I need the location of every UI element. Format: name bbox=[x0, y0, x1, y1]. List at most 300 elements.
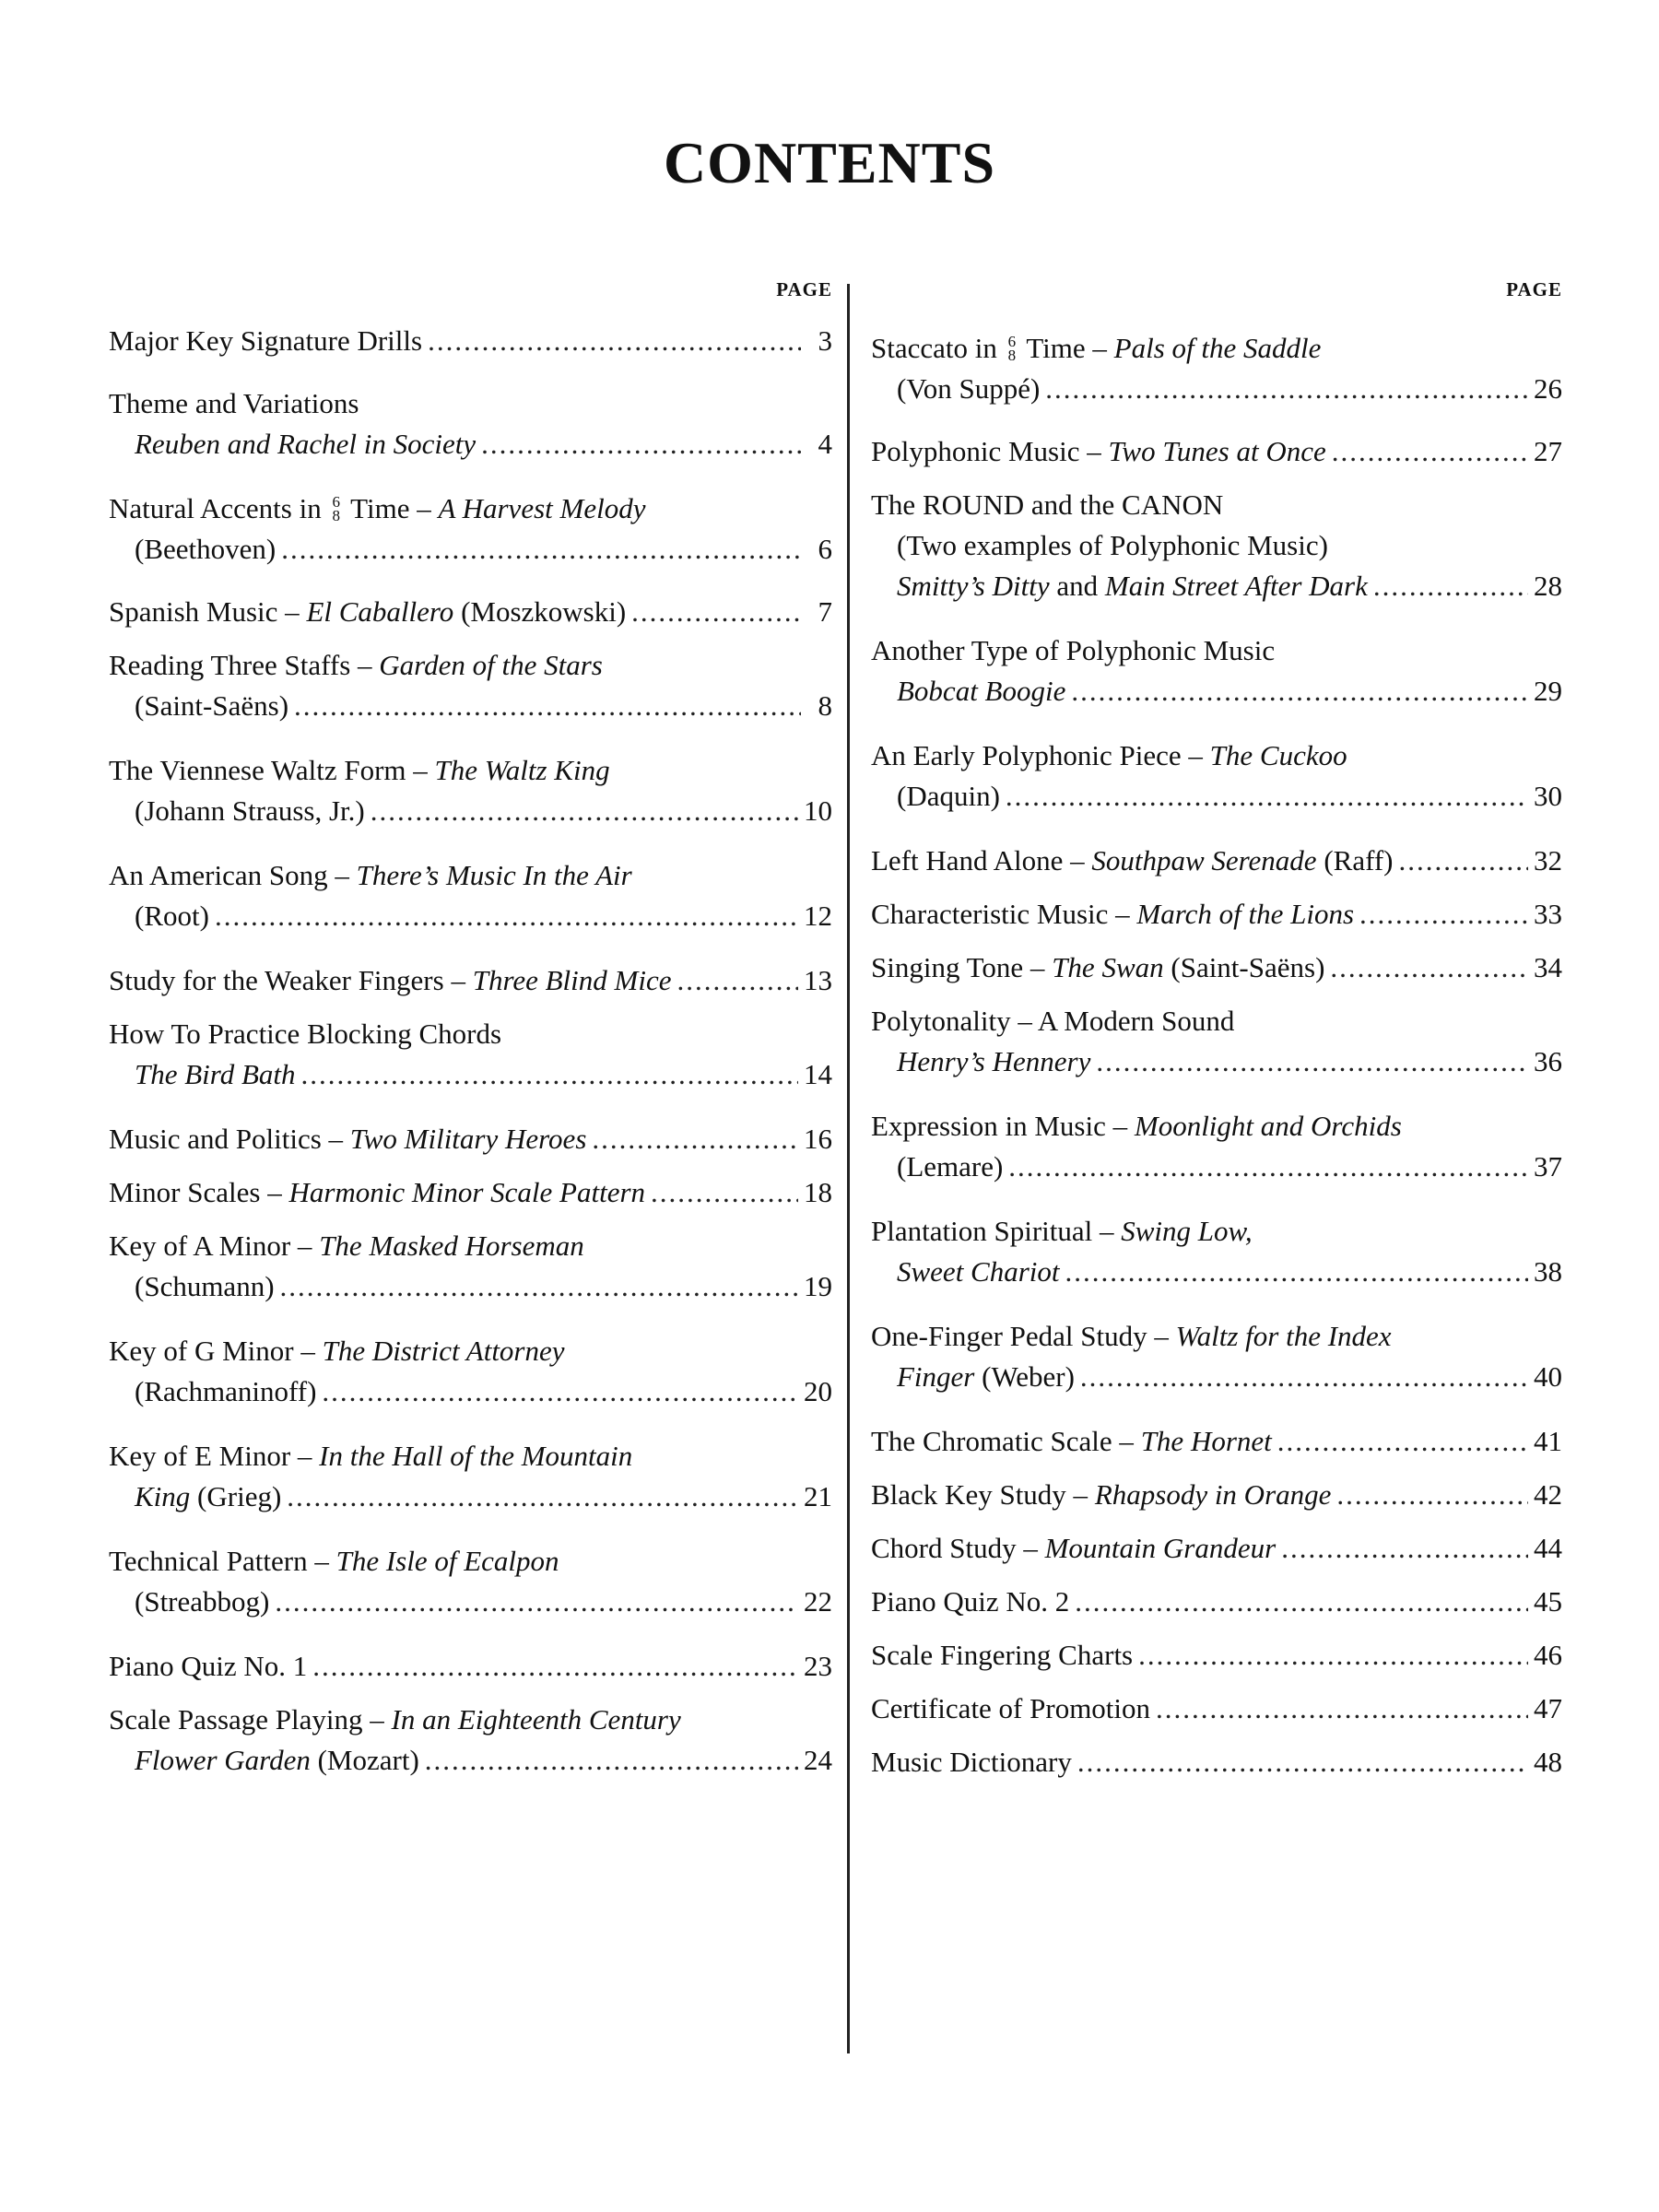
entry-text: (Weber) bbox=[974, 1360, 1075, 1393]
column-divider bbox=[847, 284, 850, 2053]
entry-text: Black Key Study – bbox=[871, 1478, 1095, 1511]
entry-text: Key of E Minor – bbox=[109, 1440, 320, 1472]
toc-line bbox=[871, 1041, 1562, 1082]
entry-text: (Streabbog) bbox=[135, 1585, 270, 1618]
entry-text: Time – bbox=[343, 492, 439, 524]
entry-text: (Schumann) bbox=[135, 1270, 275, 1302]
toc-line bbox=[871, 431, 1562, 472]
toc-line bbox=[109, 960, 832, 1001]
dot-leader bbox=[371, 791, 798, 831]
toc-entry-title bbox=[897, 369, 1040, 409]
page-number: 21 bbox=[804, 1480, 832, 1512]
toc-entry bbox=[109, 645, 832, 726]
piece-title: The Masked Horseman bbox=[319, 1230, 584, 1262]
toc-entry-title bbox=[897, 776, 1000, 817]
dot-leader bbox=[631, 592, 801, 632]
toc-entry-title bbox=[135, 529, 276, 570]
toc-entry-title bbox=[135, 424, 476, 465]
page-number: 23 bbox=[804, 1650, 832, 1682]
toc-line bbox=[871, 369, 1562, 409]
toc-entry-title bbox=[871, 634, 1275, 666]
piece-title: Southpaw Serenade bbox=[1091, 844, 1317, 877]
entry-text: The Viennese Waltz Form – bbox=[109, 754, 435, 786]
entry-text: (Lemare) bbox=[897, 1150, 1004, 1182]
toc-entry bbox=[871, 841, 1562, 881]
toc-entry-title bbox=[871, 1005, 1234, 1037]
entry-text: (Johann Strauss, Jr.) bbox=[135, 794, 365, 827]
page-number: 22 bbox=[804, 1585, 832, 1618]
dot-leader bbox=[275, 1582, 798, 1622]
toc-entry-title bbox=[135, 1054, 296, 1095]
toc-line bbox=[109, 1541, 832, 1582]
piece-title: The Swan bbox=[1052, 951, 1164, 983]
entry-text: Major Key Signature Drills bbox=[109, 324, 423, 357]
toc-entry-title bbox=[871, 332, 1321, 364]
toc-entry-title bbox=[109, 1646, 307, 1687]
toc-entry-title bbox=[109, 1172, 645, 1213]
dot-leader bbox=[1045, 369, 1528, 409]
dot-leader bbox=[294, 686, 801, 726]
toc-line bbox=[109, 1740, 832, 1781]
toc-line bbox=[109, 855, 832, 896]
toc-entry-title bbox=[897, 1147, 1003, 1187]
dot-leader bbox=[280, 1266, 798, 1307]
page-number: 12 bbox=[804, 900, 832, 932]
entry-text: (Beethoven) bbox=[135, 533, 276, 565]
piece-title: March of the Lions bbox=[1136, 898, 1355, 930]
toc-entry-title bbox=[109, 492, 645, 524]
page-number: 7 bbox=[818, 595, 832, 628]
toc-entry-title bbox=[135, 896, 209, 936]
dot-leader bbox=[1071, 671, 1528, 712]
piece-title: In an Eighteenth Century bbox=[391, 1703, 681, 1735]
toc-line bbox=[871, 1475, 1562, 1515]
toc-entry-title bbox=[871, 894, 1354, 935]
dot-leader bbox=[1077, 1742, 1528, 1783]
toc-entry bbox=[109, 488, 832, 570]
dot-leader bbox=[1156, 1688, 1528, 1729]
page-number: 29 bbox=[1534, 675, 1562, 707]
toc-entry-title bbox=[109, 754, 610, 786]
toc-entry bbox=[109, 1331, 832, 1412]
toc-entry-title bbox=[109, 1018, 501, 1050]
entry-text: Certificate of Promotion bbox=[871, 1692, 1151, 1724]
toc-entry-title bbox=[135, 1266, 275, 1307]
toc-entry bbox=[109, 1172, 832, 1213]
toc-entry-title bbox=[871, 1110, 1402, 1142]
toc-entry bbox=[871, 1475, 1562, 1515]
toc-line bbox=[871, 671, 1562, 712]
dot-leader bbox=[1096, 1041, 1528, 1082]
page-number: 10 bbox=[804, 794, 832, 827]
toc-entry-title bbox=[871, 1688, 1150, 1729]
dot-leader bbox=[312, 1646, 798, 1687]
entry-text: (Two examples of Polyphonic Music) bbox=[897, 529, 1328, 561]
entry-text: Music Dictionary bbox=[871, 1746, 1072, 1778]
page-number: 27 bbox=[1534, 435, 1562, 467]
dot-leader bbox=[592, 1119, 798, 1159]
toc-entry bbox=[109, 855, 832, 936]
dot-leader bbox=[425, 1740, 798, 1781]
page-number: 24 bbox=[804, 1744, 832, 1776]
piece-title: Moonlight and Orchids bbox=[1134, 1110, 1402, 1142]
dot-leader bbox=[428, 321, 801, 361]
toc-entry-title bbox=[897, 1041, 1090, 1082]
toc-entry-title bbox=[871, 431, 1326, 472]
entry-text: An American Song – bbox=[109, 859, 357, 891]
entry-text: Time – bbox=[1019, 332, 1114, 364]
piece-title: Reuben and Rachel in Society bbox=[135, 428, 477, 460]
toc-entry-title bbox=[109, 859, 632, 891]
toc-line bbox=[109, 1172, 832, 1213]
toc-line bbox=[871, 485, 1562, 525]
page-number: 28 bbox=[1534, 570, 1562, 602]
entry-text: Spanish Music – bbox=[109, 595, 307, 628]
toc-entry bbox=[109, 1436, 832, 1517]
toc-entry-title bbox=[897, 1357, 1075, 1397]
toc-entry bbox=[871, 1582, 1562, 1622]
toc-line bbox=[109, 686, 832, 726]
entry-text: (Mozart) bbox=[310, 1744, 419, 1776]
toc-entry-title bbox=[135, 1371, 316, 1412]
toc-line bbox=[109, 1266, 832, 1307]
dot-leader bbox=[1336, 1475, 1528, 1515]
dot-leader bbox=[1006, 776, 1528, 817]
toc-line bbox=[109, 1054, 832, 1095]
piece-title: Mountain Grandeur bbox=[1044, 1532, 1277, 1564]
toc-entry bbox=[871, 1421, 1562, 1462]
toc-entry bbox=[871, 735, 1562, 817]
piece-title: The Waltz King bbox=[434, 754, 610, 786]
toc-entry bbox=[871, 894, 1562, 935]
page-number: 16 bbox=[804, 1123, 832, 1155]
toc-line bbox=[871, 1001, 1562, 1041]
toc-entry bbox=[109, 1646, 832, 1687]
toc-line bbox=[109, 1371, 832, 1412]
dot-leader bbox=[1332, 431, 1528, 472]
toc-entry-title bbox=[871, 841, 1393, 881]
dot-leader bbox=[1373, 566, 1528, 606]
toc-line bbox=[109, 1477, 832, 1517]
piece-title: Two Military Heroes bbox=[349, 1123, 587, 1155]
time-signature-top: 6 bbox=[1007, 332, 1017, 350]
toc-entry bbox=[109, 1014, 832, 1095]
entry-text: Polytonality – A Modern Sound bbox=[871, 1005, 1235, 1037]
toc-entry-title bbox=[109, 387, 359, 419]
entry-text: (Daquin) bbox=[897, 780, 1000, 812]
dot-leader bbox=[1359, 894, 1528, 935]
entry-text: Staccato in bbox=[871, 332, 1005, 364]
toc-entry bbox=[871, 1316, 1562, 1397]
toc-entry bbox=[871, 1742, 1562, 1783]
piece-title: In the Hall of the Mountain bbox=[319, 1440, 633, 1472]
toc-entry-title bbox=[109, 1545, 559, 1577]
toc-entry bbox=[871, 1001, 1562, 1082]
toc-line bbox=[871, 1421, 1562, 1462]
toc-entry bbox=[871, 1688, 1562, 1729]
piece-title: The District Attorney bbox=[322, 1335, 565, 1367]
toc-entry bbox=[871, 630, 1562, 712]
entry-text: Natural Accents in bbox=[109, 492, 329, 524]
piece-title: Sweet Chariot bbox=[897, 1255, 1060, 1288]
toc-entry-title bbox=[135, 1582, 269, 1622]
toc-entry-title bbox=[871, 947, 1324, 988]
page-title: CONTENTS bbox=[663, 130, 996, 195]
toc-entry bbox=[109, 383, 832, 465]
dot-leader bbox=[1330, 947, 1528, 988]
page-number: 19 bbox=[804, 1270, 832, 1302]
dot-leader bbox=[322, 1371, 798, 1412]
entry-text: (Root) bbox=[135, 900, 209, 932]
toc-line bbox=[109, 1646, 832, 1687]
toc-line bbox=[871, 1106, 1562, 1147]
toc-entry bbox=[871, 1106, 1562, 1187]
page-number: 41 bbox=[1534, 1425, 1562, 1457]
toc-entry bbox=[871, 947, 1562, 988]
piece-title: Main Street After Dark bbox=[1104, 570, 1368, 602]
toc-line bbox=[109, 529, 832, 570]
page-number: 34 bbox=[1534, 951, 1562, 983]
toc-line bbox=[871, 1635, 1562, 1676]
toc-line bbox=[109, 1582, 832, 1622]
toc-line bbox=[871, 1688, 1562, 1729]
entry-text: Theme and Variations bbox=[109, 387, 359, 419]
toc-line bbox=[871, 1316, 1562, 1357]
entry-text: Characteristic Music – bbox=[871, 898, 1137, 930]
entry-text: Another Type of Polyphonic Music bbox=[871, 634, 1276, 666]
toc-entry-title bbox=[871, 1528, 1276, 1569]
page-number: 30 bbox=[1534, 780, 1562, 812]
toc-entry-title bbox=[109, 1119, 586, 1159]
piece-title: Two Tunes at Once bbox=[1108, 435, 1326, 467]
toc-line bbox=[871, 841, 1562, 881]
toc-entry bbox=[109, 321, 832, 361]
toc-entry bbox=[109, 1226, 832, 1307]
dot-leader bbox=[1398, 841, 1528, 881]
toc-entry-title bbox=[135, 686, 288, 726]
dot-leader bbox=[281, 529, 801, 570]
toc-entry-title bbox=[109, 649, 603, 681]
toc-entry-title bbox=[871, 1215, 1253, 1247]
page-number: 36 bbox=[1534, 1045, 1562, 1077]
toc-entry-title bbox=[871, 488, 1223, 521]
time-signature bbox=[332, 492, 340, 524]
piece-title: Three Blind Mice bbox=[472, 964, 672, 996]
page-column-header: PAGE bbox=[1506, 278, 1562, 300]
piece-title: Pals of the Saddle bbox=[1113, 332, 1322, 364]
page-number: 8 bbox=[818, 689, 832, 722]
toc-entry-title bbox=[871, 1582, 1069, 1622]
dot-leader bbox=[301, 1054, 798, 1095]
toc-entry-title bbox=[871, 1742, 1072, 1783]
entry-text: (Raff) bbox=[1316, 844, 1394, 877]
entry-text: An Early Polyphonic Piece – bbox=[871, 739, 1210, 771]
entry-text: Scale Passage Playing – bbox=[109, 1703, 392, 1735]
page-number: 46 bbox=[1534, 1639, 1562, 1671]
piece-title: Rhapsody in Orange bbox=[1094, 1478, 1332, 1511]
entry-text: Piano Quiz No. 2 bbox=[871, 1585, 1070, 1618]
toc-entry-title bbox=[135, 1740, 419, 1781]
dot-leader bbox=[215, 896, 798, 936]
toc-line bbox=[871, 566, 1562, 606]
piece-title: Waltz for the Index bbox=[1175, 1320, 1392, 1352]
time-signature bbox=[1007, 332, 1017, 364]
toc-entry-title bbox=[109, 1230, 584, 1262]
piece-title: The Cuckoo bbox=[1209, 739, 1347, 771]
toc-line bbox=[871, 525, 1562, 566]
toc-entry-title bbox=[871, 739, 1347, 771]
entry-text: Key of G Minor – bbox=[109, 1335, 323, 1367]
piece-title: El Caballero bbox=[306, 595, 454, 628]
toc-entry-title bbox=[135, 791, 365, 831]
piece-title: Finger bbox=[897, 1360, 975, 1393]
dot-leader bbox=[1080, 1357, 1528, 1397]
page-number: 40 bbox=[1534, 1360, 1562, 1393]
time-signature-bottom: 8 bbox=[332, 506, 340, 524]
piece-title: King bbox=[135, 1480, 191, 1512]
dot-leader bbox=[1065, 1252, 1528, 1292]
toc-entry-title bbox=[871, 1475, 1331, 1515]
page-number: 18 bbox=[804, 1176, 832, 1208]
entry-text: The ROUND and the CANON bbox=[871, 488, 1224, 521]
page-number: 4 bbox=[818, 428, 832, 460]
toc-line bbox=[871, 1742, 1562, 1783]
page-number: 45 bbox=[1534, 1585, 1562, 1618]
toc-line bbox=[109, 488, 832, 529]
entry-text: How To Practice Blocking Chords bbox=[109, 1018, 502, 1050]
dot-leader bbox=[651, 1172, 798, 1213]
page-number: 38 bbox=[1534, 1255, 1562, 1288]
toc-line bbox=[109, 592, 832, 632]
page-number: 37 bbox=[1534, 1150, 1562, 1182]
toc-line bbox=[871, 1211, 1562, 1252]
page-number: 32 bbox=[1534, 844, 1562, 877]
toc-entry-title bbox=[897, 566, 1368, 606]
toc-line bbox=[871, 947, 1562, 988]
entry-text: (Saint-Saëns) bbox=[135, 689, 289, 722]
entry-text: Minor Scales – bbox=[109, 1176, 289, 1208]
toc-line bbox=[871, 1582, 1562, 1622]
toc-entry-title bbox=[135, 1477, 281, 1517]
toc-line bbox=[871, 894, 1562, 935]
toc-line bbox=[871, 1252, 1562, 1292]
toc-line bbox=[871, 1357, 1562, 1397]
toc-entry bbox=[871, 485, 1562, 606]
toc-entry bbox=[109, 1700, 832, 1781]
toc-entry bbox=[109, 1541, 832, 1622]
entry-text: Reading Three Staffs – bbox=[109, 649, 380, 681]
toc-entry-title bbox=[109, 1440, 632, 1472]
entry-text: Singing Tone – bbox=[871, 951, 1053, 983]
toc-entry bbox=[871, 1635, 1562, 1676]
entry-text: Scale Fingering Charts bbox=[871, 1639, 1134, 1671]
entry-text: Polyphonic Music – bbox=[871, 435, 1109, 467]
time-signature-top: 6 bbox=[332, 492, 340, 511]
entry-text: (Von Suppé) bbox=[897, 372, 1041, 405]
toc-line bbox=[871, 630, 1562, 671]
toc-entry bbox=[109, 1119, 832, 1159]
entry-text: (Moszkowski) bbox=[453, 595, 627, 628]
page-number: 33 bbox=[1534, 898, 1562, 930]
page-number: 26 bbox=[1534, 372, 1562, 405]
toc-line bbox=[109, 1226, 832, 1266]
page-number: 42 bbox=[1534, 1478, 1562, 1511]
entry-text: Plantation Spiritual – bbox=[871, 1215, 1122, 1247]
entry-text: and bbox=[1049, 570, 1105, 602]
dot-leader bbox=[1138, 1635, 1528, 1676]
toc-line bbox=[109, 1700, 832, 1740]
entry-text: (Grieg) bbox=[190, 1480, 282, 1512]
toc-line bbox=[871, 735, 1562, 776]
entry-text: Technical Pattern – bbox=[109, 1545, 336, 1577]
page-number: 44 bbox=[1534, 1532, 1562, 1564]
toc-line bbox=[109, 1014, 832, 1054]
entry-text: Study for the Weaker Fingers – bbox=[109, 964, 473, 996]
page-number: 13 bbox=[804, 964, 832, 996]
toc-entry bbox=[109, 960, 832, 1001]
piece-title: Swing Low, bbox=[1121, 1215, 1253, 1247]
dot-leader bbox=[1281, 1528, 1528, 1569]
entry-text: (Rachmaninoff) bbox=[135, 1375, 317, 1407]
piece-title: Garden of the Stars bbox=[379, 649, 603, 681]
toc-entry bbox=[109, 750, 832, 831]
entry-text: Music and Politics – bbox=[109, 1123, 350, 1155]
entry-text: Key of A Minor – bbox=[109, 1230, 320, 1262]
toc-entry-title bbox=[871, 1320, 1392, 1352]
entry-text: Chord Study – bbox=[871, 1532, 1045, 1564]
toc-entry-title bbox=[871, 1421, 1272, 1462]
toc-entry-title bbox=[897, 1252, 1060, 1292]
toc-entry-title bbox=[897, 671, 1065, 712]
entry-text: One-Finger Pedal Study – bbox=[871, 1320, 1176, 1352]
toc-line bbox=[109, 1331, 832, 1371]
entry-text: Expression in Music – bbox=[871, 1110, 1135, 1142]
page-number: 20 bbox=[804, 1375, 832, 1407]
piece-title: The Hornet bbox=[1140, 1425, 1272, 1457]
entry-text: (Saint-Saëns) bbox=[1163, 951, 1325, 983]
toc-entry-title bbox=[109, 592, 626, 632]
piece-title: A Harvest Melody bbox=[438, 492, 646, 524]
piece-title: There’s Music In the Air bbox=[356, 859, 632, 891]
piece-title: Flower Garden bbox=[135, 1744, 311, 1776]
toc-entry-title bbox=[109, 1703, 681, 1735]
toc-line bbox=[109, 424, 832, 465]
toc-entry-title bbox=[871, 1635, 1133, 1676]
page-number: 3 bbox=[818, 324, 832, 357]
piece-title: The Bird Bath bbox=[135, 1058, 296, 1090]
toc-line bbox=[109, 383, 832, 424]
page-column-header: PAGE bbox=[776, 278, 832, 300]
page-number: 14 bbox=[804, 1058, 832, 1090]
dot-leader bbox=[481, 424, 801, 465]
toc-line bbox=[871, 1528, 1562, 1569]
toc-line bbox=[109, 1119, 832, 1159]
toc-entry bbox=[871, 1528, 1562, 1569]
page-number: 6 bbox=[818, 533, 832, 565]
toc-entry-title bbox=[897, 529, 1328, 561]
page-number: 48 bbox=[1534, 1746, 1562, 1778]
dot-leader bbox=[677, 960, 799, 1001]
toc-entry bbox=[871, 328, 1562, 409]
toc-line bbox=[109, 750, 832, 791]
entry-text: The Chromatic Scale – bbox=[871, 1425, 1141, 1457]
toc-entry bbox=[109, 592, 832, 632]
toc-line bbox=[109, 1436, 832, 1477]
toc-entry-title bbox=[109, 321, 422, 361]
toc-line bbox=[871, 1147, 1562, 1187]
time-signature-bottom: 8 bbox=[1007, 346, 1017, 364]
toc-line bbox=[871, 328, 1562, 369]
